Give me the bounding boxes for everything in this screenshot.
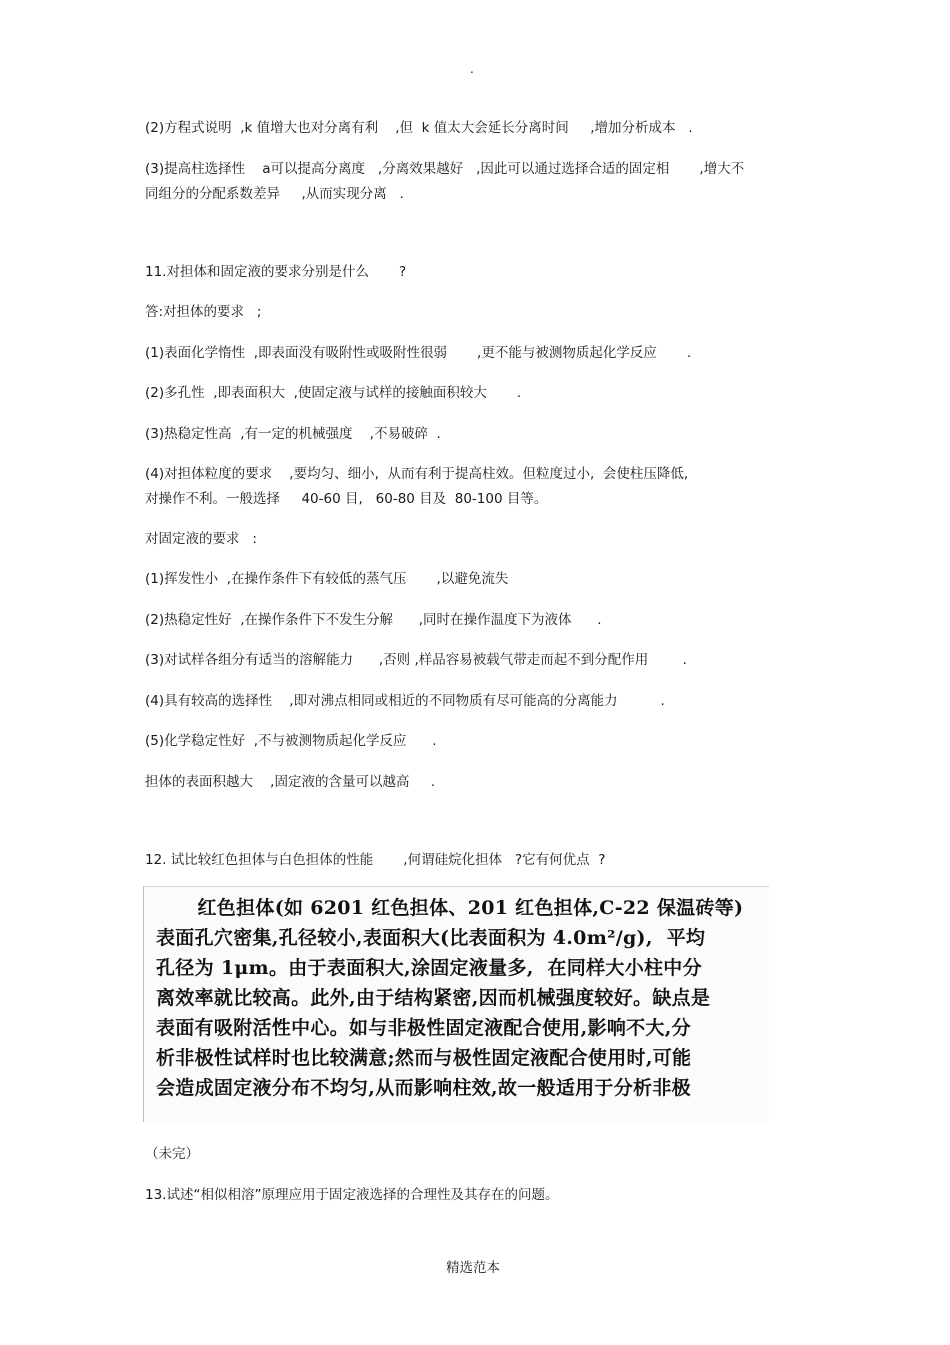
text-line: (2)热稳定性好 ,在操作条件下不发生分解 ,同时在操作温度下为液体 . [145, 612, 602, 628]
text-line: (3)提高柱选择性 a可以提高分离度 ,分离效果越好 ,因此可以通过选择合适的固定相 ,增大不 [145, 161, 745, 177]
question-12: 12. 试比较红色担体与白色担体的性能 ,何谓硅烷化担体 ?它有何优点 ? [145, 852, 606, 868]
text-line: 对操作不利。一般选择 40-60 目, 60-80 目及 80-100 目等。 [145, 491, 548, 507]
question-13: 13.试述“相似相溶”原理应用于固定液选择的合理性及其存在的问题。 [145, 1187, 559, 1203]
scan-line: 红色担体(如 6201 红色担体、201 红色担体,C-22 保温砖等) [156, 897, 744, 919]
scan-line: 表面有吸附活性中心。如与非极性固定液配合使用,影响不大,分 [156, 1017, 691, 1039]
text-line: 同组分的分配系数差异 ,从而实现分离 . [145, 186, 404, 202]
text-line: 担体的表面积越大 ,固定液的含量可以越高 . [145, 774, 436, 790]
scan-line: 析非极性试样时也比较满意;然而与极性固定液配合使用时,可能 [156, 1047, 692, 1069]
header-dot: . [470, 62, 474, 76]
page-footer: 精选范本 [446, 1260, 500, 1276]
answer-intro: 答:对担体的要求 ; [145, 304, 262, 320]
scan-line: 会造成固定液分布不均匀,从而影响柱效,故一般适用于分析非极 [156, 1077, 691, 1099]
text-line: (1)挥发性小 ,在操作条件下有较低的蒸气压 ,以避免流失 [145, 571, 509, 587]
text-line: (3)热稳定性高 ,有一定的机械强度 ,不易破碎 . [145, 426, 441, 442]
scan-line: 孔径为 1μm。由于表面积大,涂固定液量多, 在同样大小柱中分 [156, 957, 702, 979]
scan-line: 表面孔穴密集,孔径较小,表面积大(比表面积为 4.0m²/g), 平均 [156, 927, 706, 949]
text-line: (4)具有较高的选择性 ,即对沸点相同或相近的不同物质有尽可能高的分离能力 . [145, 693, 665, 709]
text-line: (2)多孔性 ,即表面积大 ,使固定液与试样的接触面积较大 . [145, 385, 522, 401]
scanned-excerpt [143, 886, 769, 1122]
unfinished-note: （未完） [145, 1146, 199, 1162]
text-line: (4)对担体粒度的要求 ,要均匀、细小, 从而有利于提高柱效。但粒度过小, 会使柱压降低, [145, 466, 689, 482]
text-line: 对固定液的要求 : [145, 531, 257, 547]
scan-line: 离效率就比较高。此外,由于结构紧密,因而机械强度较好。缺点是 [156, 987, 711, 1009]
text-line: (1)表面化学惰性 ,即表面没有吸附性或吸附性很弱 ,更不能与被测物质起化学反应 . [145, 345, 692, 361]
text-line: (2)方程式说明 ,k 值增大也对分离有利 ,但 k 值太大会延长分离时间 ,增加分析成本 . [145, 120, 693, 136]
text-line: (5)化学稳定性好 ,不与被测物质起化学反应 . [145, 733, 437, 749]
text-line: (3)对试样各组分有适当的溶解能力 ,否则 ,样品容易被载气带走而起不到分配作用 . [145, 652, 687, 668]
question-11: 11.对担体和固定液的要求分别是什么 ? [145, 264, 407, 280]
